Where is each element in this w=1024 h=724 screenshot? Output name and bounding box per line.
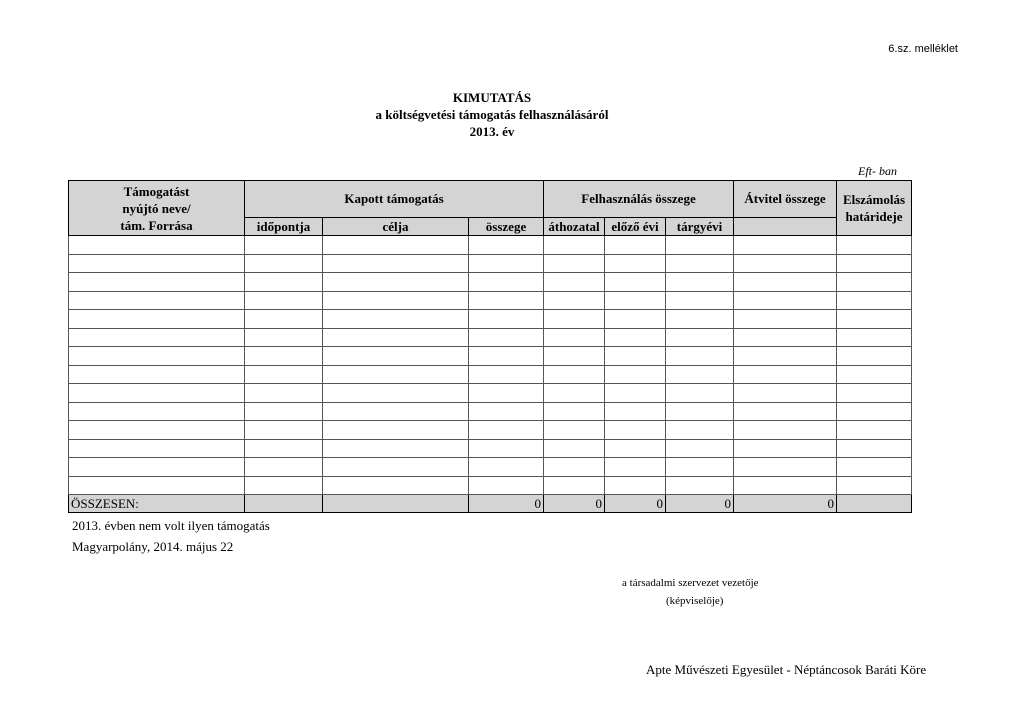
table-cell [734, 328, 837, 347]
table-cell [469, 365, 544, 384]
table-cell [666, 310, 734, 329]
header-amount: összege [469, 218, 544, 236]
table-cell [666, 347, 734, 366]
table-cell [245, 458, 323, 477]
table-cell [69, 458, 245, 477]
table-cell [666, 291, 734, 310]
table-cell [69, 421, 245, 440]
table-cell [837, 421, 912, 440]
table-row [69, 254, 912, 273]
table-cell [323, 439, 469, 458]
table-cell [323, 365, 469, 384]
table-cell [605, 291, 666, 310]
table-cell [837, 365, 912, 384]
table-row [69, 236, 912, 255]
table-cell [245, 476, 323, 495]
table-cell [469, 291, 544, 310]
table-cell [837, 439, 912, 458]
table-cell [469, 328, 544, 347]
table-cell [245, 402, 323, 421]
table-cell [837, 476, 912, 495]
table-row [69, 439, 912, 458]
total-prev-year: 0 [605, 495, 666, 513]
table-cell [69, 254, 245, 273]
table-row [69, 384, 912, 403]
table-cell [323, 421, 469, 440]
table-cell [323, 476, 469, 495]
table-cell [837, 254, 912, 273]
table-row [69, 310, 912, 329]
table-cell [245, 365, 323, 384]
total-row [69, 495, 912, 513]
table-cell [544, 402, 605, 421]
table-cell [245, 236, 323, 255]
header-purpose: célja [323, 218, 469, 236]
table-cell [605, 328, 666, 347]
table-cell [245, 254, 323, 273]
table-cell [245, 347, 323, 366]
table-cell [837, 328, 912, 347]
table-cell [544, 458, 605, 477]
table-cell [666, 273, 734, 292]
table-cell [666, 439, 734, 458]
table-cell [734, 384, 837, 403]
table-row [69, 421, 912, 440]
table-cell [666, 402, 734, 421]
table-cell [837, 310, 912, 329]
signature-role: a társadalmi szervezet vezetője [622, 577, 759, 589]
table-cell [666, 365, 734, 384]
table-row [69, 458, 912, 477]
total-deadline [837, 495, 912, 513]
table-cell [605, 421, 666, 440]
header-current-year: tárgyévi [666, 218, 734, 236]
table-cell [734, 476, 837, 495]
table-cell [605, 439, 666, 458]
table-cell [245, 421, 323, 440]
table-cell [544, 365, 605, 384]
note-place-date: Magyarpolány, 2014. május 22 [72, 539, 234, 554]
total-transfer: 0 [734, 495, 837, 513]
table-cell [469, 439, 544, 458]
unit-label: Eft- ban [858, 164, 897, 178]
table-cell [245, 291, 323, 310]
table-cell [544, 273, 605, 292]
table-cell [837, 402, 912, 421]
table-cell [69, 291, 245, 310]
title-block [0, 89, 984, 140]
table-cell [734, 347, 837, 366]
table-cell [469, 402, 544, 421]
header-transfer-blank [734, 218, 837, 236]
table-cell [69, 439, 245, 458]
table-cell [666, 421, 734, 440]
table-cell [734, 291, 837, 310]
table-cell [69, 347, 245, 366]
signature-role-alt: (képviselője) [666, 595, 724, 607]
table-cell [605, 365, 666, 384]
table-row [69, 291, 912, 310]
annex-label: 6.sz. melléklet [888, 43, 958, 55]
organization-name: Apte Művészeti Egyesület - Néptáncosok Baráti Köre [646, 662, 927, 677]
header-received: Kapott támogatás [245, 181, 544, 218]
total-date [245, 495, 323, 513]
table-cell [69, 310, 245, 329]
document-year: 2013. év [469, 124, 515, 139]
table-cell [837, 384, 912, 403]
table-cell [323, 328, 469, 347]
table-cell [666, 328, 734, 347]
table-row [69, 476, 912, 495]
table-row [69, 347, 912, 366]
table-cell [605, 402, 666, 421]
table-cell [544, 384, 605, 403]
note-no-support: 2013. évben nem volt ilyen támogatás [72, 518, 270, 533]
table-row [69, 328, 912, 347]
table-cell [469, 458, 544, 477]
table-cell [323, 236, 469, 255]
table-cell [544, 439, 605, 458]
table-cell [323, 347, 469, 366]
table-cell [245, 328, 323, 347]
total-purpose [323, 495, 469, 513]
table-cell [469, 254, 544, 273]
table-cell [734, 254, 837, 273]
header-transfer: Átvitel összege [734, 181, 837, 218]
table-cell [734, 236, 837, 255]
table-cell [734, 310, 837, 329]
table-cell [69, 402, 245, 421]
document-title: KIMUTATÁS [452, 90, 532, 105]
table-cell [245, 273, 323, 292]
table-cell [323, 384, 469, 403]
table-cell [469, 384, 544, 403]
table-cell [469, 421, 544, 440]
table-cell [837, 291, 912, 310]
table-cell [837, 273, 912, 292]
table-cell [666, 384, 734, 403]
header-deadline [837, 181, 912, 236]
table-cell [734, 273, 837, 292]
table-cell [605, 310, 666, 329]
header-supplier-line-3: tám. Forrása [120, 217, 193, 233]
table-cell [605, 236, 666, 255]
table-cell [734, 458, 837, 477]
table-cell [469, 236, 544, 255]
header-supplier-line-1: Támogatást [123, 183, 190, 199]
header-usage: Felhasználás összege [544, 181, 734, 218]
total-carryover: 0 [544, 495, 605, 513]
table-cell [245, 310, 323, 329]
table-cell [544, 328, 605, 347]
header-supplier-line-2: nyújtó neve/ [122, 200, 191, 216]
table-cell [544, 310, 605, 329]
header-prev-year: előző évi [605, 218, 666, 236]
table-cell [837, 347, 912, 366]
total-label: ÖSSZESEN: [69, 495, 245, 513]
table-cell [69, 273, 245, 292]
table-cell [323, 254, 469, 273]
support-table [68, 180, 912, 513]
table-cell [469, 476, 544, 495]
table-cell [323, 458, 469, 477]
table-cell [544, 421, 605, 440]
table-cell [734, 439, 837, 458]
table-cell [323, 291, 469, 310]
table-cell [605, 254, 666, 273]
table-row [69, 402, 912, 421]
table-cell [605, 476, 666, 495]
total-amount: 0 [469, 495, 544, 513]
header-deadline-line-2: határideje [845, 209, 903, 224]
table-cell [734, 421, 837, 440]
table-cell [323, 310, 469, 329]
table-cell [544, 476, 605, 495]
table-cell [666, 476, 734, 495]
header-deadline-line-1: Elszámolás [842, 192, 906, 207]
header-carryover: áthozatal [544, 218, 605, 236]
table-cell [605, 458, 666, 477]
table-cell [666, 236, 734, 255]
table-row [69, 273, 912, 292]
table-cell [544, 236, 605, 255]
table-cell [69, 236, 245, 255]
header-supplier [69, 181, 245, 236]
table-cell [469, 310, 544, 329]
table-cell [544, 347, 605, 366]
table-cell [469, 347, 544, 366]
header-date: időpontja [245, 218, 323, 236]
table-cell [69, 328, 245, 347]
table-cell [245, 439, 323, 458]
table-cell [69, 365, 245, 384]
total-current-year: 0 [666, 495, 734, 513]
table-cell [734, 402, 837, 421]
table-cell [837, 458, 912, 477]
table-cell [544, 254, 605, 273]
table-cell [323, 402, 469, 421]
table-cell [666, 458, 734, 477]
table-cell [605, 273, 666, 292]
table-cell [69, 384, 245, 403]
table-cell [605, 384, 666, 403]
table-cell [837, 236, 912, 255]
table-cell [469, 273, 544, 292]
table-cell [666, 254, 734, 273]
table-row [69, 365, 912, 384]
table-cell [323, 273, 469, 292]
table-cell [69, 476, 245, 495]
table-cell [605, 347, 666, 366]
document-subtitle: a költségvetési támogatás felhasználásáról [375, 107, 609, 122]
table-cell [245, 384, 323, 403]
table-cell [734, 365, 837, 384]
table-cell [544, 291, 605, 310]
